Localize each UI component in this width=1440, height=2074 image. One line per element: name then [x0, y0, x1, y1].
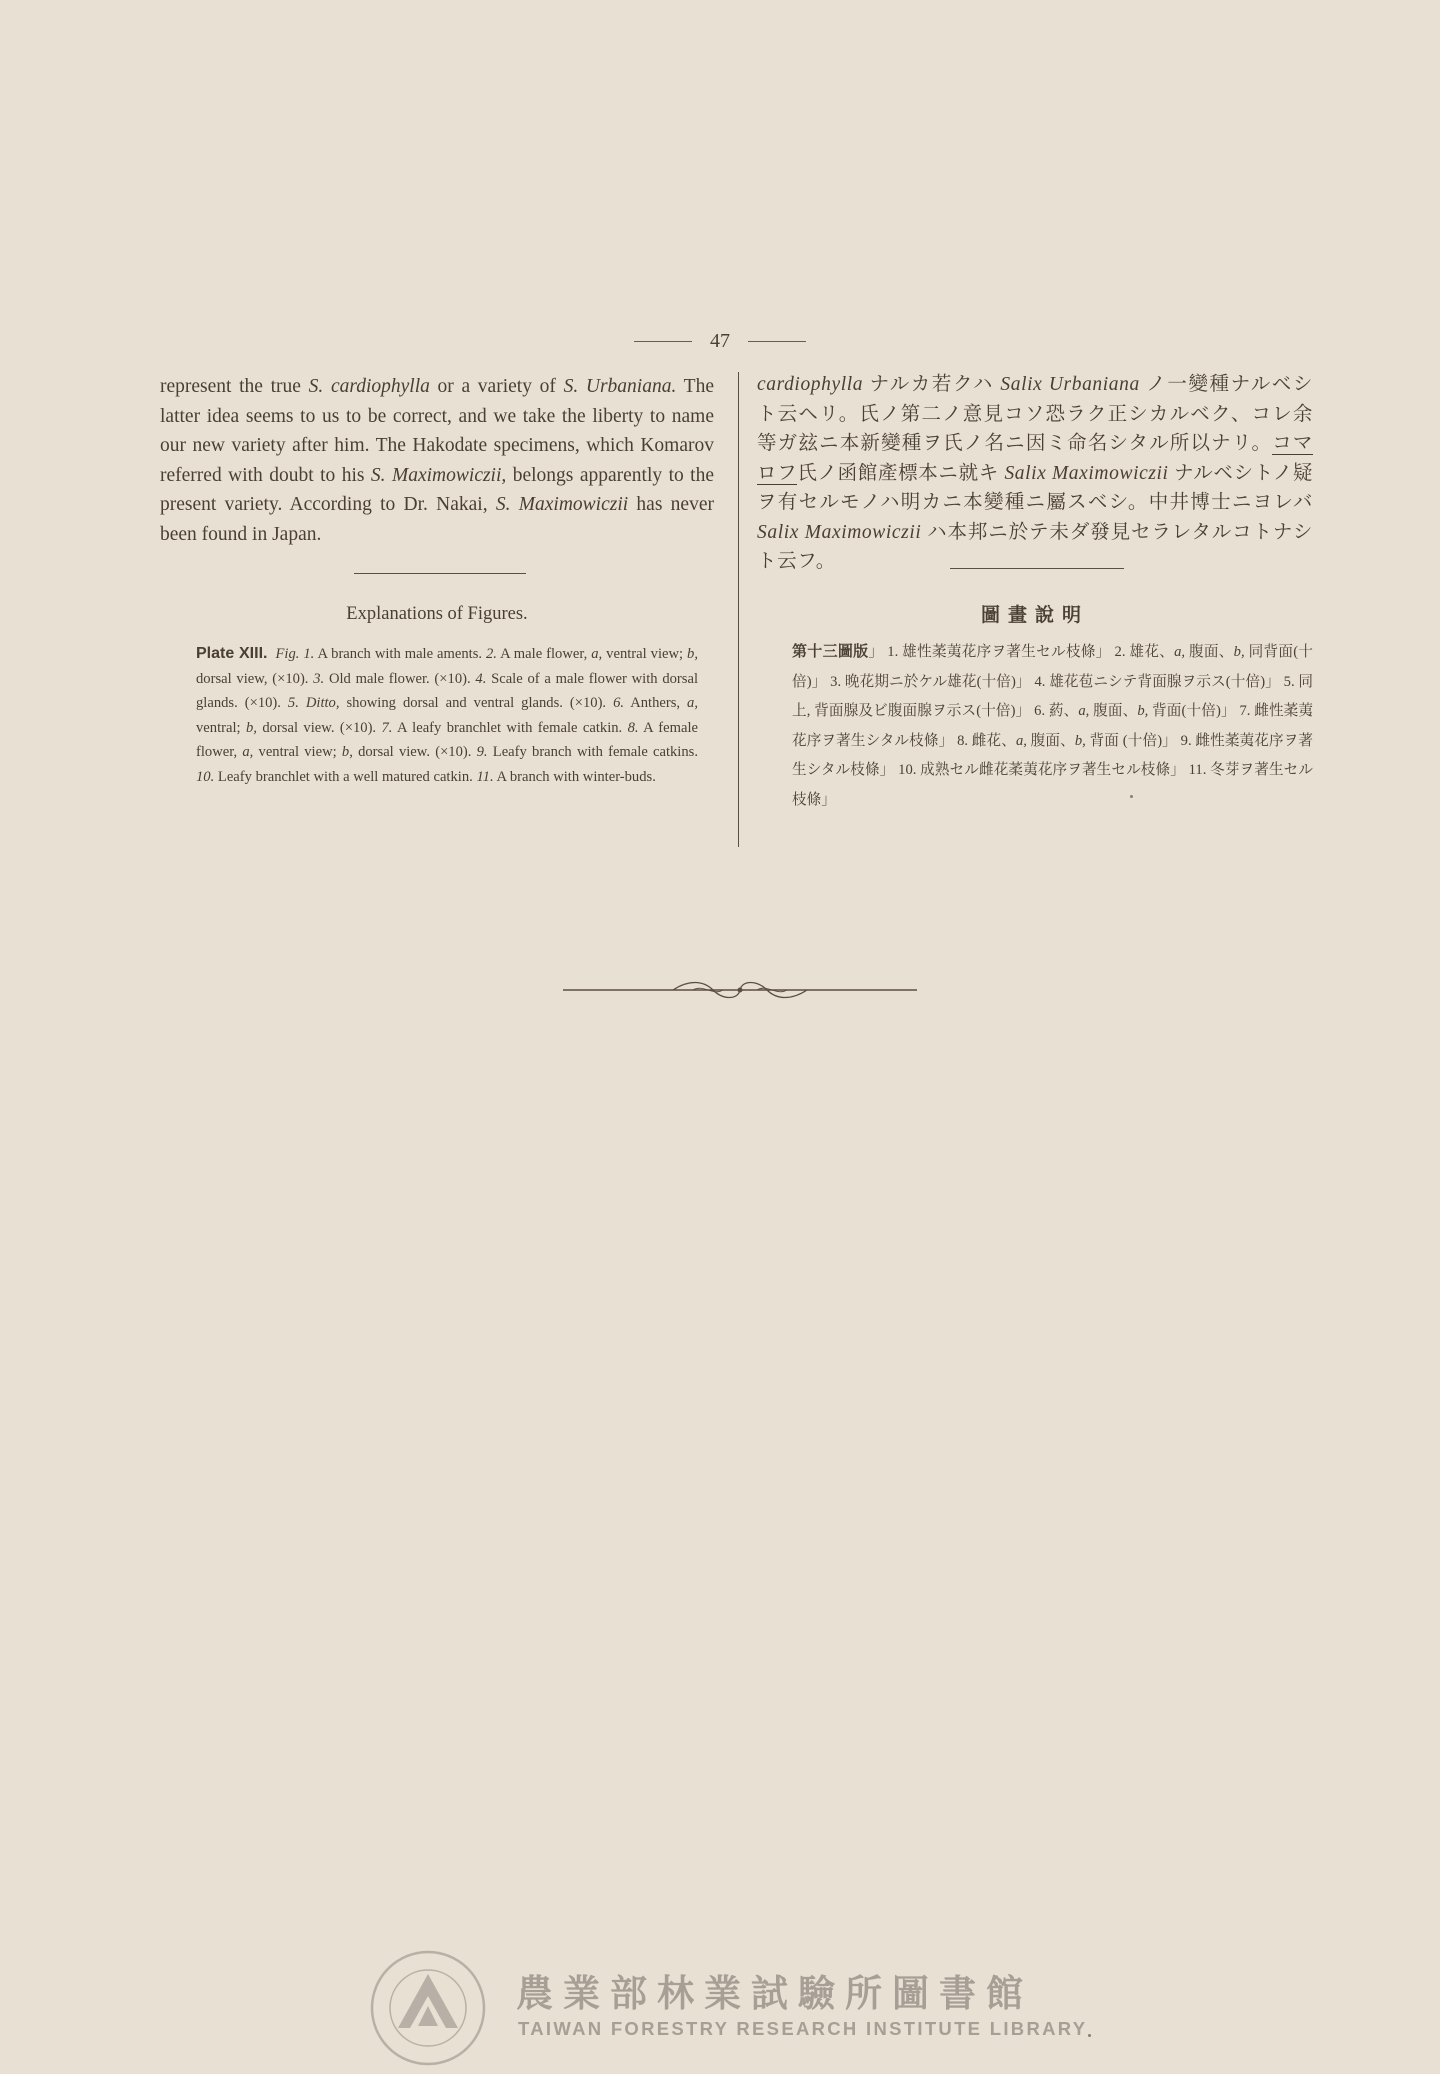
text-run: 腹面、 — [1089, 703, 1138, 719]
text-run: The latter idea seems to us to be correct, and we take the liberty to name our new variety after him. The Hakodate specimens, which Komarov referred with doubt to his — [160, 376, 714, 486]
italic-run: S. cardiophylla — [308, 376, 430, 397]
column-divider — [738, 372, 739, 847]
text-run — [299, 695, 306, 711]
text-run: コマロフ — [757, 433, 1313, 484]
text-run: has never been found in Japan. — [160, 494, 714, 545]
text-run: ナルカ若クハ — [863, 374, 1001, 395]
text-run: 背面(十倍)」 7. 雌性葇荑花序ヲ著生シタル枝條」 8. 雌花、 — [792, 703, 1313, 749]
text-run: represent the true — [160, 376, 309, 397]
text-run: 氏ノ函館產標本ニ就キ — [797, 462, 1005, 484]
italic-run: a, — [1174, 644, 1186, 660]
page-number-rule-right — [748, 341, 806, 342]
plate-text-en — [196, 646, 698, 785]
text-run: showing dorsal and ventral glands. (×10). — [339, 695, 614, 712]
speck-mark — [1130, 795, 1133, 798]
italic-run: 9. — [476, 744, 488, 761]
library-seal-logo — [368, 1948, 488, 2068]
italic-run: b, — [1137, 703, 1149, 719]
italic-run: S. Urbaniana. — [563, 376, 677, 397]
page-number — [0, 330, 1440, 353]
italic-run: Ditto, — [305, 695, 340, 712]
figures-heading-jp: 圖畫說明 — [980, 605, 1089, 626]
italic-run: b, — [687, 646, 698, 662]
italic-run: 6. — [613, 695, 625, 712]
italic-run: 4. — [475, 670, 487, 687]
italic-run: Salix Maximowiczii — [1004, 462, 1169, 484]
plate-explanation-en — [196, 642, 698, 790]
italic-run: a, — [591, 646, 603, 662]
italic-run: S. Maximowiczii, — [370, 464, 507, 486]
library-name-english: TAIWAN FORESTRY RESEARCH INSTITUTE LIBRARY — [518, 2018, 1088, 2039]
section-rule-right — [950, 568, 1124, 569]
text-run: 」 1. 雄性葇荑花序ヲ著生セル枝條」 2. 雄花、 — [868, 644, 1175, 660]
text-run: A male flower, — [496, 646, 592, 662]
text-run: ハ本邦ニ於テ未ダ發見セラレタルコトナシト云フ。 — [757, 521, 1313, 572]
speck-mark — [1088, 2034, 1091, 2037]
text-run: A branch with winter-buds. — [493, 768, 656, 785]
decorative-ornament — [563, 978, 917, 1002]
text-run: A branch with male aments. — [314, 646, 486, 662]
plate-text-jp — [792, 644, 1313, 808]
italic-run: Salix Urbaniana — [1000, 374, 1140, 395]
plate-explanation-jp — [792, 638, 1313, 815]
text-run: or a variety of — [429, 376, 564, 397]
page-number-text: 47 — [710, 330, 730, 352]
text-run: A leafy branchlet with female catkin. — [392, 719, 628, 736]
plate-label-en: Plate XIII. — [196, 645, 268, 662]
italic-run: b, — [245, 719, 257, 736]
italic-run: b, — [1233, 644, 1245, 660]
italic-run: a, — [242, 744, 254, 761]
italic-run: a, — [1015, 732, 1027, 749]
text-run: Anthers, — [624, 695, 688, 712]
text-run: 腹面、 — [1026, 732, 1075, 749]
italic-run: 2. — [486, 646, 497, 662]
text-run: 同背面(十倍)」 3. 晚花期ニ於ケル雄花(十倍)」 4. 雄花苞ニシテ背面腺ヲ示ス(十倍)」 5. 同上, 背面腺及ビ腹面腺ヲ示ス(十倍)」 6. 葯、 — [792, 644, 1313, 719]
text-run: dorsal view. (×10). — [256, 719, 382, 736]
text-run: 腹面、 — [1185, 644, 1234, 660]
italic-run: a, — [1078, 703, 1090, 719]
text-run: ノ一變種ナルベシト云ヘリ。氏ノ第二ノ意見コソ恐ラク正シカルベク、コレ余等ガ玆ニ本新變種ヲ氏ノ名ニ因ミ命名シタル所以ナリ。 — [757, 374, 1313, 454]
italic-run: b, — [341, 744, 353, 761]
text-run: ナルベシトノ疑ヲ有セルモノハ明カニ本變種ニ屬スベシ。中井博士ニヨレバ — [757, 462, 1313, 513]
italic-run: 11. — [476, 768, 494, 785]
right-body-paragraph — [757, 370, 1313, 577]
text-run: 背面 (十倍)」 9. 雌性葇荑花序ヲ著生シタル枝條」 10. 成熟セル雌花葇荑花序ヲ著生セル枝條」 11. 冬芽ヲ著生セル枝條」 — [792, 732, 1313, 808]
italic-run: 8. — [627, 719, 639, 736]
italic-run: 7. — [381, 719, 393, 736]
text-run: Old male flower. (×10). — [324, 670, 476, 687]
italic-run: S. Maximowiczii — [495, 494, 629, 515]
text-run: Leafy branch with female catkins. — [487, 744, 698, 761]
italic-run: 5. — [287, 695, 299, 712]
italic-run: b, — [1074, 732, 1086, 749]
right-column — [757, 370, 1313, 577]
left-column — [160, 372, 714, 549]
italic-run: 10. — [196, 768, 215, 785]
text-run: Leafy branchlet with a well matured catkin. — [214, 768, 477, 785]
section-rule-left — [354, 573, 526, 574]
text-run: A female flower, — [196, 719, 698, 761]
text-run: belongs apparently to the present variety. According to Dr. Nakai, — [160, 464, 715, 515]
library-name-chinese: 農業部林業試驗所圖書館 — [516, 1972, 1033, 2015]
text-run: ventral view; — [602, 646, 688, 662]
text-run: ventral; — [196, 719, 246, 736]
italic-run: Salix Maximowiczii — [757, 521, 922, 543]
page-number-rule-left — [634, 341, 692, 342]
figures-heading-en: Explanations of Figures. — [346, 604, 528, 624]
left-body-paragraph — [160, 372, 714, 549]
text-run: ventral view; — [253, 744, 342, 761]
italic-run: cardiophylla — [757, 374, 864, 395]
italic-run: 3. — [313, 670, 325, 687]
text-run: dorsal view. (×10). — [352, 744, 477, 761]
text-run: dorsal view, (×10). — [196, 670, 314, 687]
italic-run: a, — [687, 695, 698, 712]
plate-label-jp: 第十三圖版 — [792, 644, 869, 660]
text-run: Scale of a male flower with dorsal glands. (×10). — [196, 670, 698, 712]
italic-run: Fig. 1. — [275, 646, 315, 662]
